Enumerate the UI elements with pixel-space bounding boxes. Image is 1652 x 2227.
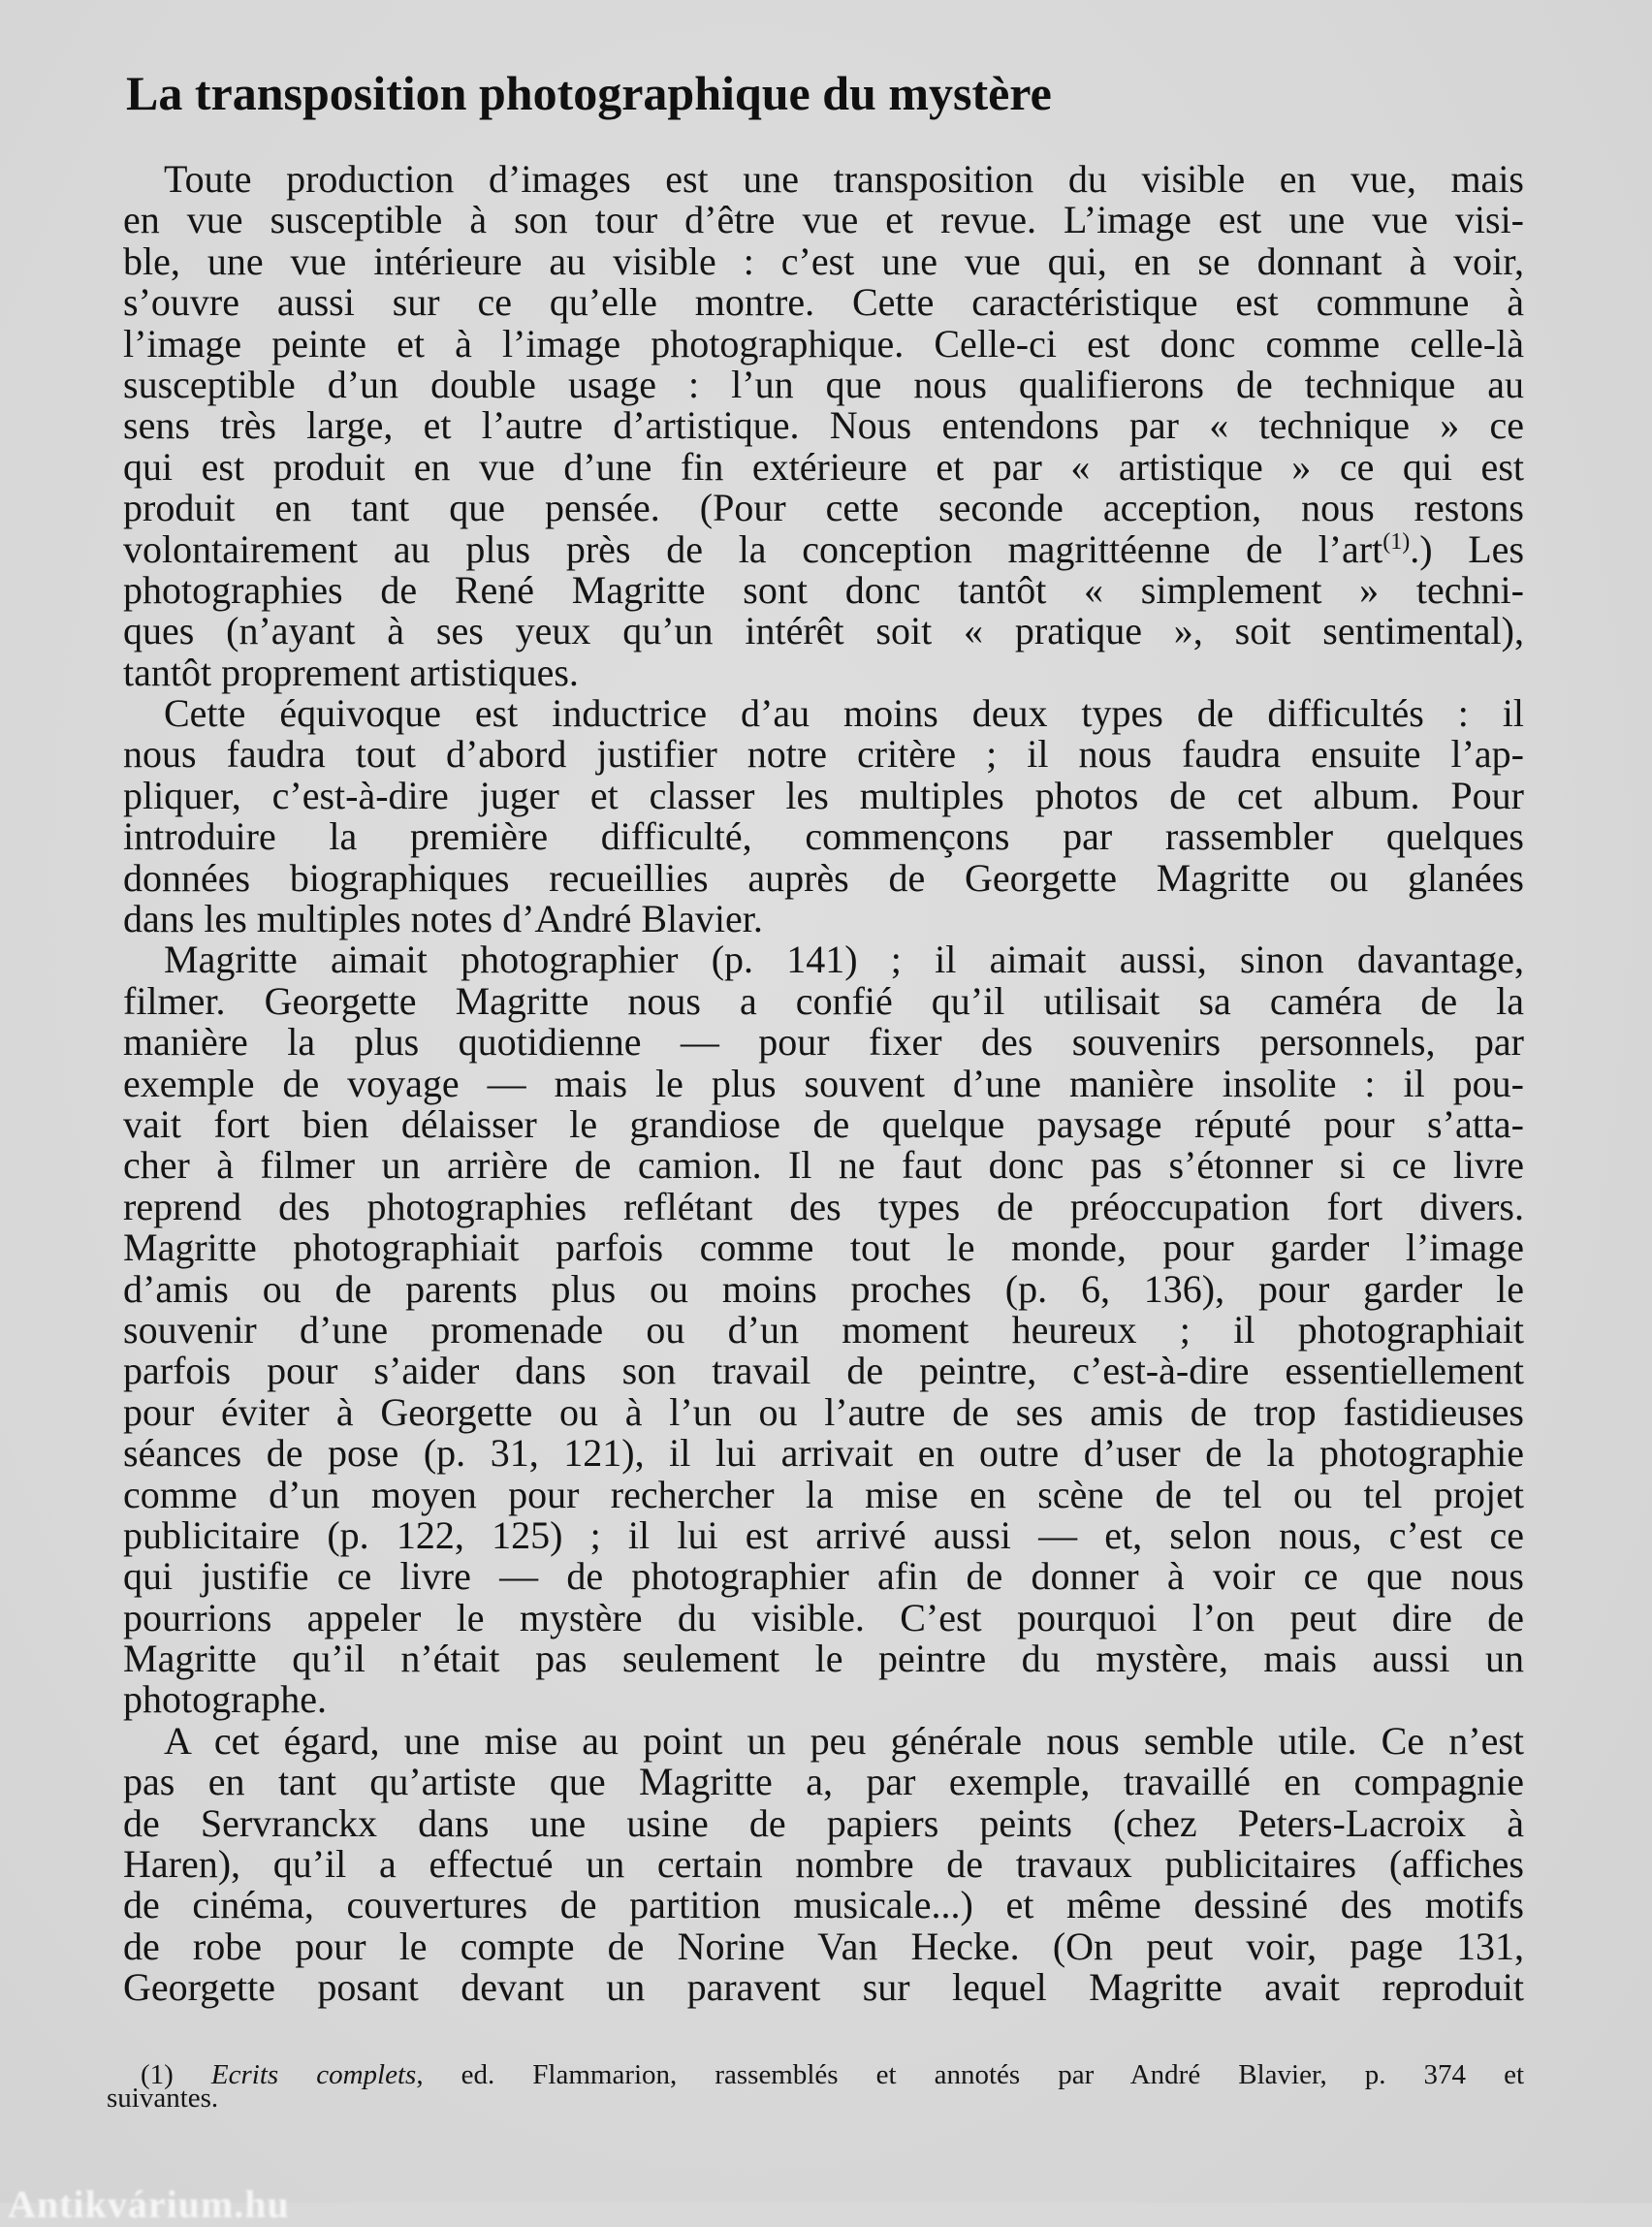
text-line: d’amis ou de parents plus ou moins proches (p. 6, 136), pour garder le [123,1266,1524,1311]
text-line: tantôt proprement artistiques. [123,650,579,694]
text-line: A cet égard, une mise au point un peu générale nous semble utile. Ce n’est [164,1718,1524,1763]
footnote-citation: , ed. Flammarion, rassemblés et annotés par André Blavier, p. 374 et [416,2059,1525,2090]
text-line: nous faudra tout d’abord justifier notre critère ; il nous faudra ensuite l’ap- [123,732,1524,777]
text-line: photographe. [123,1677,327,1722]
text-line: ques (n’ayant à ses yeux qu’un intérêt soit « pratique », soit sentimental), [123,609,1524,653]
footnote-book-title: Ecrits complets [210,2059,417,2090]
text-line: filmer. Georgette Magritte nous a confié qu’il utilisait sa caméra de la [123,978,1524,1023]
text-line: données biographiques recueillies auprès de Georgette Magritte ou glanées [123,855,1524,900]
text-line [123,526,1525,571]
text-segment: volontairement au plus près de la conception magrittéenne de l’art [123,526,1383,571]
text-line: sens très large, et l’autre d’artistique. Nous entendons par « technique » ce [123,403,1524,448]
text-line: Magritte qu’il n’était pas seulement le peintre du mystère, mais aussi un [123,1637,1524,1681]
text-line: de cinéma, couvertures de partition musicale...) et même dessiné des motifs [123,1883,1524,1927]
text-line: vait fort bien délaisser le grandiose de quelque paysage réputé pour s’atta- [123,1101,1524,1146]
text-line: Magritte aimait photographier (p. 141) ; il aimait aussi, sinon davantage, [164,938,1524,982]
text-line: cher à filmer un arrière de camion. Il ne faut donc pas s’étonner si ce livre [123,1143,1524,1188]
text-line: Magritte photographiait parfois comme tout le monde, pour garder l’image [123,1225,1524,1270]
section-title: La transposition photographique du mystère [126,66,1052,120]
text-line: susceptible d’un double usage : l’un que nous qualifierons de technique au [123,362,1524,406]
text-line: publicitaire (p. 122, 125) ; il lui est arrivé aussi — et, selon nous, c’est ce [123,1512,1524,1557]
text-line: de Servranckx dans une usine de papiers peints (chez Peters-Lacroix à [123,1800,1524,1845]
text-line: comme d’un moyen pour rechercher la mise en scène de tel ou tel projet [123,1472,1524,1516]
text-line: Georgette posant devant un paravent sur lequel Magritte avait reproduit [123,1965,1524,2010]
text-line: pourrions appeler le mystère du visible. C’est pourquoi l’on peut dire de [123,1595,1524,1639]
paragraph [123,939,1524,1720]
text-line: s’ouvre aussi sur ce qu’elle montre. Cette caractéristique est commune à [123,280,1524,325]
text-segment: .) Les [1410,526,1525,571]
text-line: de robe pour le compte de Norine Van Hecke. (On peut voir, page 131, [123,1924,1524,1968]
text-line: exemple de voyage — mais le plus souvent d’une manière insolite : il pou- [123,1061,1524,1105]
footnote-line-1 [107,2059,1525,2090]
text-line: produit en tant que pensée. (Pour cette seconde acception, nous restons [123,486,1524,530]
text-line: qui justifie ce livre — de photographier afin de donner à voir ce que nous [123,1554,1524,1599]
text-line: séances de pose (p. 31, 121), il lui arrivait en outre d’user de la photographie [123,1431,1524,1476]
text-line: en vue susceptible à son tour d’être vue et revue. L’image est une vue visi- [123,198,1524,242]
footnote [107,2059,1525,2114]
text-line: Haren), qu’il a effectué un certain nombre de travaux publicitaires (affiches [123,1842,1524,1887]
text-line: Cette équivoque est inductrice d’au moins deux types de difficultés : il [164,691,1524,736]
text-line: dans les multiples notes d’André Blavier. [123,897,763,941]
paragraph [123,693,1524,939]
text-line: introduire la première difficulté, commençons par rassembler quelques [123,814,1524,859]
text-line: pour éviter à Georgette ou à l’un ou l’autre de ses amis de trop fastidieuses [123,1389,1524,1434]
text-line: manière la plus quotidienne — pour fixer des souvenirs personnels, par [123,1020,1524,1065]
text-line: qui est produit en vue d’une fin extérieure et par « artistique » ce qui est [123,444,1524,489]
footnote-line-2: suivantes. [107,2083,219,2114]
text-line: ble, une vue intérieure au visible : c’est une vue qui, en se donnant à voir, [123,239,1524,283]
text-line: reprend des photographies reflétant des types de préoccupation fort divers. [123,1184,1524,1228]
watermark: Antikvárium.hu [8,2182,290,2226]
text-line: souvenir d’une promenade ou d’un moment heureux ; il photographiait [123,1307,1524,1352]
paragraph [123,159,1524,693]
text-line: l’image peinte et à l’image photographique. Celle-ci est donc comme celle-là [123,321,1524,366]
footnote-reference[interactable]: (1) [1382,528,1411,555]
paragraph [123,1718,1524,2010]
text-line: photographies de René Magritte sont donc tantôt « simplement » techni- [123,567,1524,612]
text-line: pliquer, c’est-à-dire juger et classer les multiples photos de cet album. Pour [123,773,1524,817]
text-line: parfois pour s’aider dans son travail de peintre, c’est-à-dire essentiellement [123,1349,1524,1393]
body-text [123,159,1524,2009]
text-line: pas en tant qu’artiste que Magritte a, par exemple, travaillé en compagnie [123,1760,1524,1804]
footnote-number: (1) [141,2059,174,2090]
text-line: Toute production d’images est une transposition du visible en vue, mais [164,157,1524,201]
